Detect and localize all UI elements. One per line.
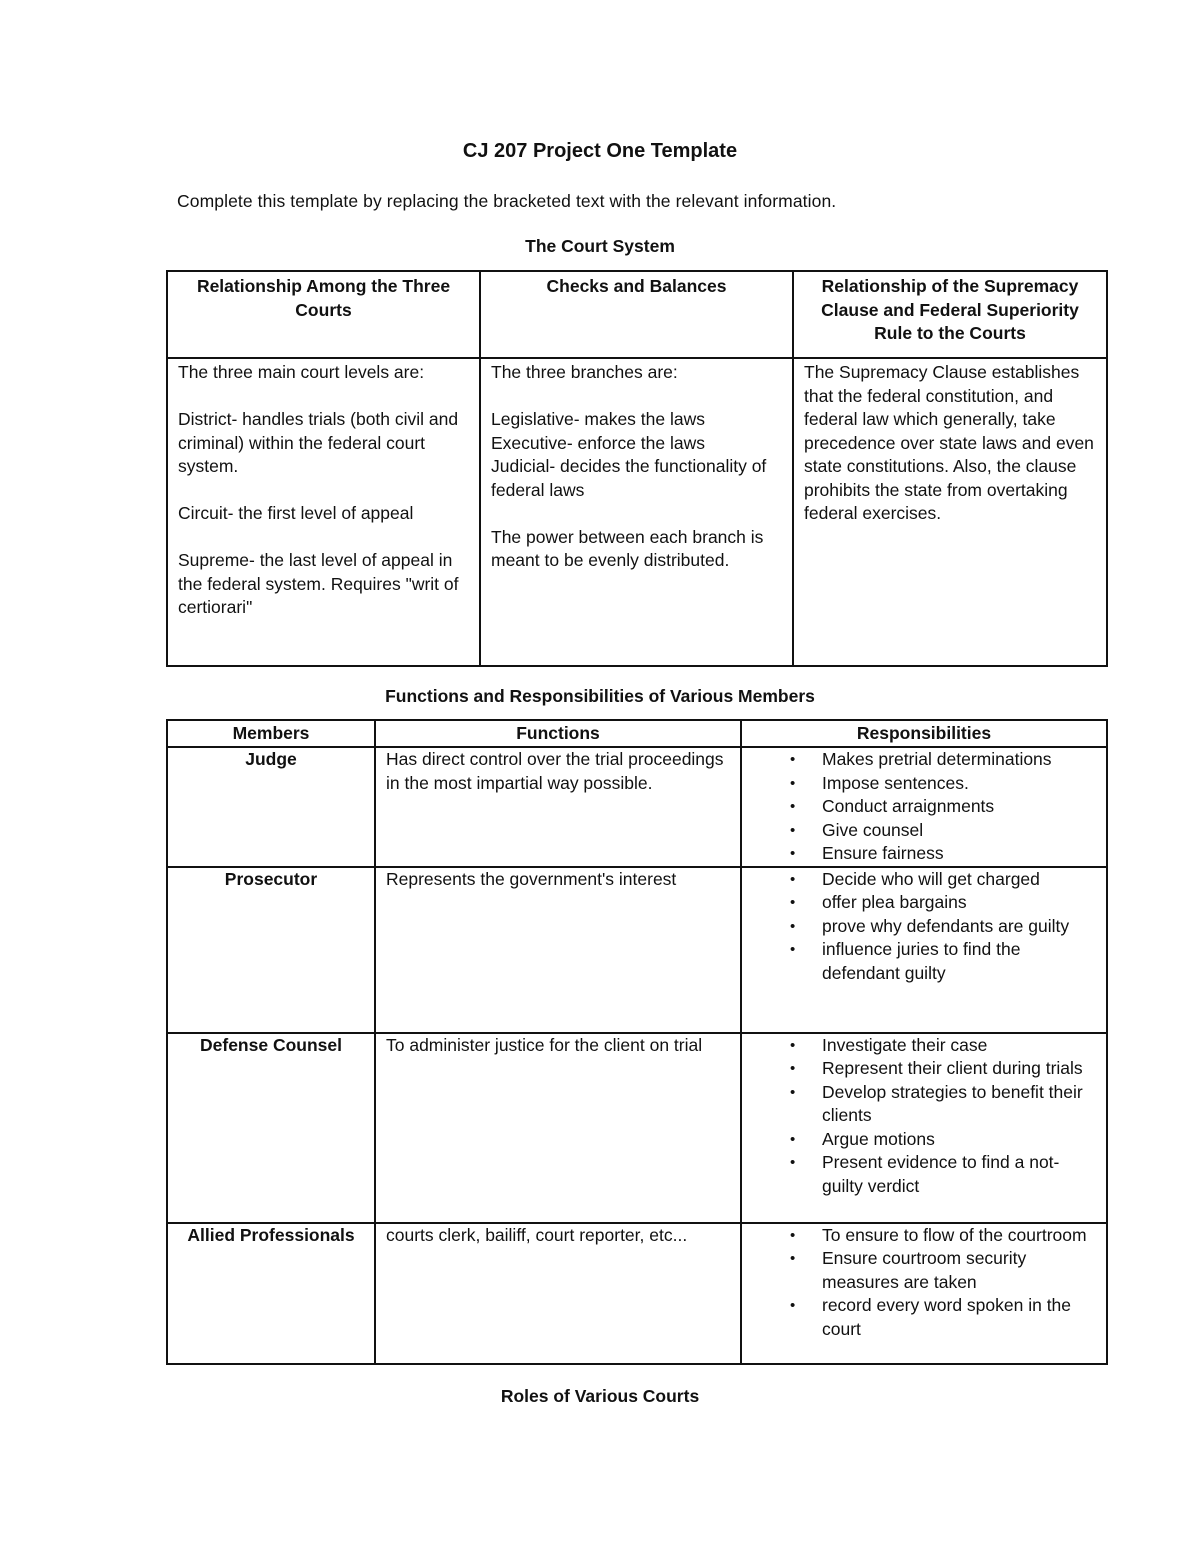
- responsibility-text: influence juries to find the defendant guilty: [822, 939, 1021, 983]
- supremacy-clause-cell: [793, 358, 1107, 666]
- members-table: [166, 719, 1108, 1365]
- court-table-body-row: [167, 358, 1107, 666]
- bullet-icon: •: [790, 1226, 796, 1244]
- column-header-responsibilities: Responsibilities: [741, 720, 1107, 747]
- responsibility-item: [750, 1247, 1098, 1294]
- responsibility-text: To ensure to flow of the courtroom: [822, 1224, 1087, 1245]
- bullet-icon: •: [790, 798, 796, 815]
- bullet-icon: •: [790, 845, 796, 862]
- executive-branch-text: Executive- enforce the laws: [491, 432, 705, 453]
- court-levels-intro: The three main court levels are:: [178, 362, 425, 382]
- supremacy-clause-text: The Supremacy Clause establishes that the federal constitution, and federal law which generally, take precedence over state laws and even state constitutions. Also, the clause prohibits the state from overtaking federal exercises.: [804, 362, 1094, 523]
- responsibility-text: Present evidence to find a not-guilty verdict: [822, 1152, 1060, 1196]
- member-responsibilities: [741, 747, 1107, 867]
- bullet-icon: •: [790, 1036, 796, 1054]
- responsibility-text: Ensure fairness: [822, 843, 944, 863]
- responsibility-list: [750, 868, 1098, 986]
- responsibility-item: [750, 1128, 1098, 1152]
- member-function: To administer justice for the client on trial: [375, 1033, 741, 1223]
- responsibility-item: [750, 1081, 1098, 1128]
- bullet-icon: •: [790, 1154, 796, 1171]
- member-function: Has direct control over the trial proceedings in the most impartial way possible.: [375, 747, 741, 867]
- responsibility-text: Makes pretrial determinations: [822, 749, 1052, 769]
- branches-cell: [480, 358, 793, 666]
- member-function: courts clerk, bailiff, court reporter, etc...: [375, 1223, 741, 1364]
- responsibility-text: Ensure courtroom security measures are taken: [822, 1248, 1027, 1292]
- member-name: Prosecutor: [167, 867, 375, 1033]
- member-name: Defense Counsel: [167, 1033, 375, 1223]
- member-row-judge: [167, 747, 1107, 867]
- supreme-court-text: Supreme- the last level of appeal in the federal system. Requires "writ of certiorari": [178, 550, 459, 617]
- bullet-icon: •: [790, 1060, 796, 1077]
- responsibility-text: record every word spoken in the court: [822, 1295, 1072, 1339]
- responsibility-item: [750, 1057, 1098, 1081]
- column-header-relationship-courts: Relationship Among the Three Courts: [167, 271, 480, 358]
- responsibility-list: [750, 748, 1098, 866]
- column-header-functions: Functions: [375, 720, 741, 747]
- members-table-header-row: [167, 720, 1107, 747]
- responsibility-item: [750, 915, 1098, 939]
- bullet-icon: •: [790, 1250, 796, 1267]
- bullet-icon: •: [790, 870, 796, 888]
- responsibility-item: [750, 842, 1098, 866]
- responsibility-text: Develop strategies to benefit their clients: [822, 1081, 1083, 1125]
- responsibility-text: Represent their client during trials: [822, 1058, 1083, 1078]
- member-responsibilities: [741, 1033, 1107, 1223]
- members-heading: Functions and Responsibilities of Various Members: [385, 686, 815, 706]
- responsibility-list: [750, 1034, 1098, 1199]
- bullet-icon: •: [790, 941, 796, 958]
- member-row-prosecutor: [167, 867, 1107, 1033]
- column-header-supremacy-clause: Relationship of the Supremacy Clause and Federal Superiority Rule to the Courts: [793, 271, 1107, 358]
- responsibility-text: Investigate their case: [822, 1034, 988, 1055]
- court-levels-cell: [167, 358, 480, 666]
- responsibility-text: Conduct arraignments: [822, 796, 995, 816]
- column-header-checks-balances: Checks and Balances: [480, 271, 793, 358]
- responsibility-item: [750, 891, 1098, 915]
- document-title: CJ 207 Project One Template: [462, 140, 738, 162]
- responsibility-item: [750, 819, 1098, 843]
- responsibility-item: [750, 1034, 1098, 1058]
- responsibility-item: [750, 1294, 1098, 1341]
- responsibility-item: [750, 1151, 1098, 1198]
- legislative-branch-text: Legislative- makes the laws: [491, 409, 705, 429]
- responsibility-item: [750, 938, 1098, 985]
- bullet-icon: •: [790, 774, 796, 792]
- court-system-heading: The Court System: [525, 236, 675, 256]
- bullet-icon: •: [790, 751, 796, 768]
- judicial-branch-text: Judicial- decides the functionality of federal laws: [491, 456, 767, 500]
- instructions-text: Complete this template by replacing the bracketed text with the relevant information.: [177, 191, 837, 211]
- responsibility-item: [750, 1224, 1098, 1248]
- circuit-court-text: Circuit- the first level of appeal: [178, 503, 414, 523]
- member-row-allied-professionals: [167, 1223, 1107, 1364]
- bullet-icon: •: [790, 917, 796, 935]
- bullet-icon: •: [790, 894, 796, 911]
- member-row-defense-counsel: [167, 1033, 1107, 1223]
- power-balance-text: The power between each branch is meant to be evenly distributed.: [491, 526, 764, 570]
- responsibility-item: [750, 748, 1098, 772]
- responsibility-text: Decide who will get charged: [822, 868, 1040, 889]
- member-name: Allied Professionals: [167, 1223, 375, 1364]
- district-court-text: District- handles trials (both civil and criminal) within the federal court system.: [178, 409, 459, 476]
- bullet-icon: •: [790, 821, 796, 839]
- responsibility-text: prove why defendants are guilty: [822, 915, 1070, 936]
- member-name: Judge: [167, 747, 375, 867]
- responsibility-item: [750, 772, 1098, 796]
- responsibility-item: [750, 868, 1098, 892]
- bullet-icon: •: [790, 1130, 796, 1148]
- responsibility-text: Argue motions: [822, 1128, 935, 1149]
- court-table-header-row: [167, 271, 1107, 358]
- responsibility-list: [750, 1224, 1098, 1342]
- court-system-table: [166, 270, 1108, 667]
- member-function: Represents the government's interest: [375, 867, 741, 1033]
- responsibility-text: offer plea bargains: [822, 892, 967, 912]
- column-header-members: Members: [167, 720, 375, 747]
- member-responsibilities: [741, 867, 1107, 1033]
- responsibility-item: [750, 795, 1098, 819]
- bullet-icon: •: [790, 1083, 796, 1101]
- roles-of-courts-heading: Roles of Various Courts: [500, 1386, 700, 1406]
- responsibility-text: Impose sentences.: [822, 772, 969, 793]
- bullet-icon: •: [790, 1297, 796, 1314]
- responsibility-text: Give counsel: [822, 819, 924, 840]
- branches-intro: The three branches are:: [491, 362, 678, 382]
- member-responsibilities: [741, 1223, 1107, 1364]
